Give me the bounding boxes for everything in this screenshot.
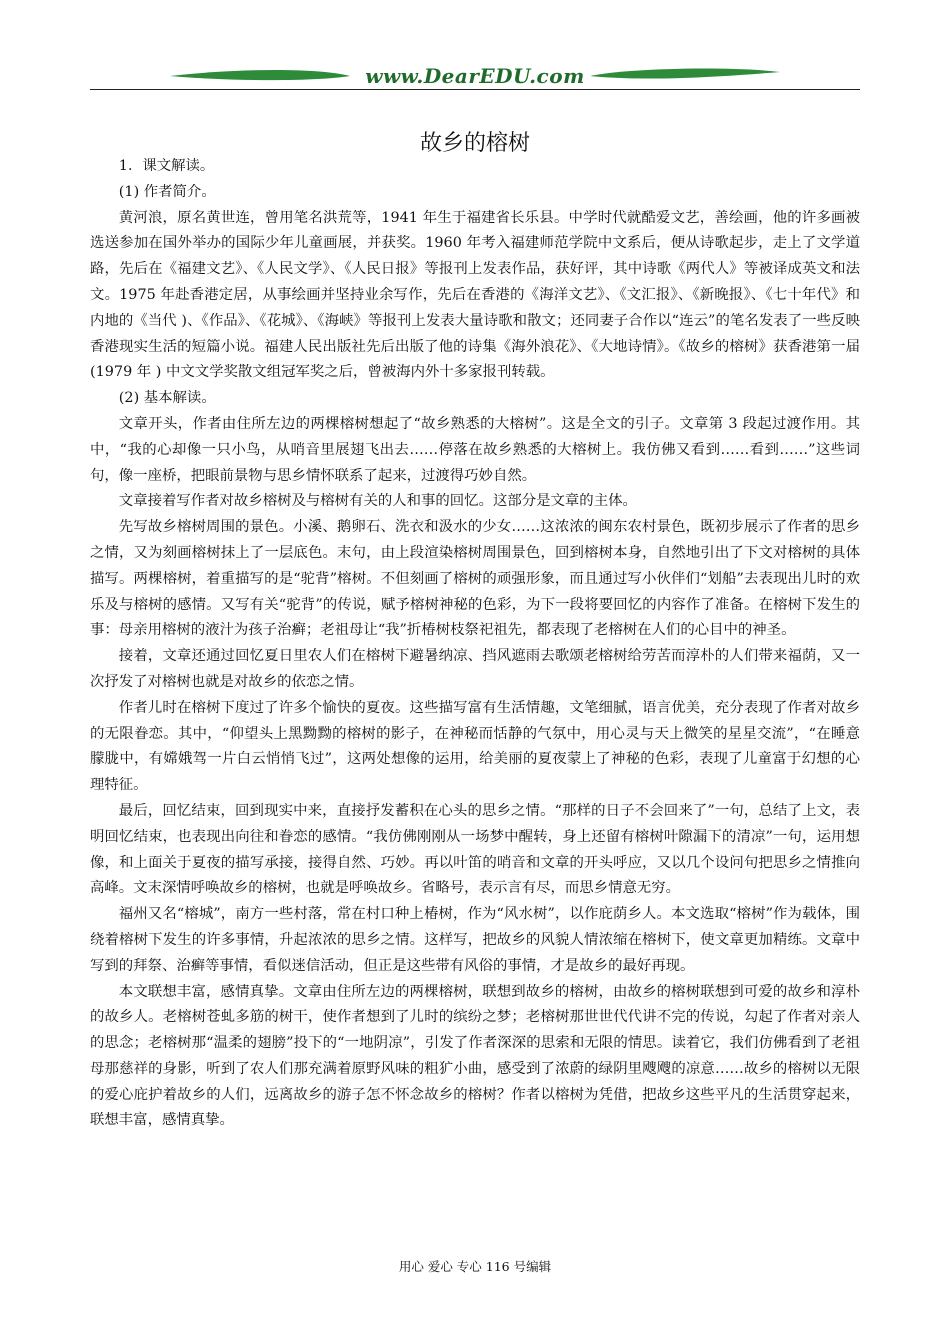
paragraph: 黄河浪，原名黄世连，曾用笔名洪荒等，1941 年生于福建省长乐县。中学时代就酷爱文艺，善绘画，他的许多画被选送参加在国外举办的国际少年儿童画展，并获奖。1960 年考入福建师范学院中文系后，便从诗歌起步，走上了文学道路，先后在《福建文艺》、《人民文学》、《人民日报》等报刊上发表作品，获好评，其中诗歌《两代人》等被译成英文和法文。1975 年赴香港定居，从事绘画并坚持业余写作，先后在香港的《海洋文艺》、《文汇报》、《新晚报》、《七十年代》和内地的《当代 )、《作品》、《花城》、《海峡》等报刊上发表大量诗歌和散文；还同妻子合作以“连云”的笔名发表了一些反映香港现实生活的短篇小说。福建人民出版社先后出版了他的诗集《海外浪花》、《大地诗情》。《故乡的榕树》获香港第一届 (1979 年 ) 中文文学奖散文组冠军奖之后，曾被海内外十多家报刊转载。 bbox=[90, 209, 860, 381]
paragraph: 最后，回忆结束，回到现实中来，直接抒发蓄积在心头的思乡之情。“那样的日子不会回来了”一句，总结了上文，表明回忆结束，也表现出向往和眷恋的感情。“我仿佛刚刚从一场梦中醒转，身上还留有榕树叶隙漏下的清凉”一句，运用想像，和上面关于夏夜的描写承接，接得自然、巧妙。再以叶笛的哨音和文章的开头呼应，又以几个设问句把思乡之情推向高峰。文末深情呼唤故乡的榕树，也就是呼唤故乡。省略号，表示言有尽，而思乡情意无穷。 bbox=[90, 802, 860, 897]
article-body bbox=[90, 154, 860, 1134]
paragraph: (2) 基本解读。 bbox=[118, 390, 216, 407]
page-footer: 用心 爱心 专心 116 号编辑 bbox=[398, 1259, 552, 1274]
paragraph: 先写故乡榕树周围的景色。小溪、鹅卵石、洗衣和汲水的少女……这浓浓的闽东农村景色，既初步展示了作者的思乡之情，又为刻画榕树抹上了一层底色。末句，由上段渲染榕树周围景色，回到榕树本身，自然地引出了下文对榕树的具体描写。两棵榕树，着重描写的是“驼背”榕树。不但刻画了榕树的顽强形象，而且通过写小伙伴们“划船”去表现出儿时的欢乐及与榕树的感情。又写有关“驼背”的传说，赋予榕树神秘的色彩，为下一段将要回忆的内容作了准备。在榕树下发生的事：母亲用榕树的液汁为孩子治癣；老祖母让“我”折椿树枝祭祀祖先，都表现了老榕树在人们的心目中的神圣。 bbox=[90, 519, 860, 639]
paragraph: 本文联想丰富，感情真挚。文章由住所左边的两棵榕树，联想到故乡的榕树，由故乡的榕树联想到可爱的故乡和淳朴的故乡人。老榕树苍虬多筋的树干，使作者想到了儿时的缤纷之梦；老榕树那世世代代讲不完的传说，勾起了作者对亲人的思念；老榕树那“温柔的翅膀”投下的“一地阴凉”，引发了作者深深的思索和无限的情思。读着它，我们仿佛看到了老祖母那慈祥的身影，听到了农人们那充满着原野风味的粗犷小曲，感受到了浓蔚的绿阴里飕飕的凉意……故乡的榕树以无限的爱心庇护着故乡的人们，远离故乡的游子怎不怀念故乡的榕树？作者以榕树为凭借，把故乡这些平凡的生活贯穿起来，联想丰富，感情真挚。 bbox=[90, 983, 860, 1129]
paragraph: 文章开头，作者由住所左边的两棵榕树想起了“故乡熟悉的大榕树”。这是全文的引子。文章第 3 段起过渡作用。其中，“我的心却像一只小鸟，从哨音里展翅飞出去……停落在故乡熟悉的大榕树上。我仿佛又看到……看到……”这些词句，像一座桥，把眼前景物与思乡情怀联系了起来，过渡得巧妙自然。 bbox=[90, 415, 860, 484]
paragraph: 作者儿时在榕树下度过了许多个愉快的夏夜。这些描写富有生活情趣，文笔细腻，语言优美，充分表现了作者对故乡的无限眷恋。其中，“仰望头上黑黝黝的榕树的影子，在神秘而恬静的气氛中，用心灵与天上微笑的星星交流”，“在睡意朦胧中，有嫦娥驾一片白云悄悄飞过”，这两处想像的运用，给美丽的夏夜蒙上了神秘的色彩，表现了儿童富于幻想的心理特征。 bbox=[90, 699, 860, 794]
site-logo-text[interactable]: www.DearEDU.com bbox=[365, 64, 585, 88]
paragraph: 1．课文解读。 bbox=[118, 158, 215, 174]
paragraph: 文章接着写作者对故乡榕树及与榕树有关的人和事的回忆。这部分是文章的主体。 bbox=[118, 493, 637, 510]
paragraph: 接着，文章还通过回忆夏日里农人们在榕树下避暑纳凉、挡风遮雨去歌颂老榕树给劳苦而淳朴的人们带来福荫，又一次抒发了对榕树也就是对故乡的依恋之情。 bbox=[90, 648, 860, 690]
header-divider bbox=[90, 89, 860, 90]
page-title: 故乡的榕树 bbox=[419, 131, 530, 156]
site-header bbox=[90, 62, 860, 92]
paragraph: 福州又名“榕城”，南方一些村落，常在村口种上椿树，作为“风水树”，以作庇荫乡人。本文选取“榕树”作为载体，围绕着榕树下发生的许多事情，升起浓浓的思乡之情。这样写，把故乡的风貌人情浓缩在榕树下，使文章更加精练。文章中写到的拜祭、治癣等事情，看似迷信活动，但正是这些带有风俗的事情，才是故乡的最好再现。 bbox=[90, 906, 860, 974]
paragraph: (1) 作者简介。 bbox=[118, 183, 216, 200]
